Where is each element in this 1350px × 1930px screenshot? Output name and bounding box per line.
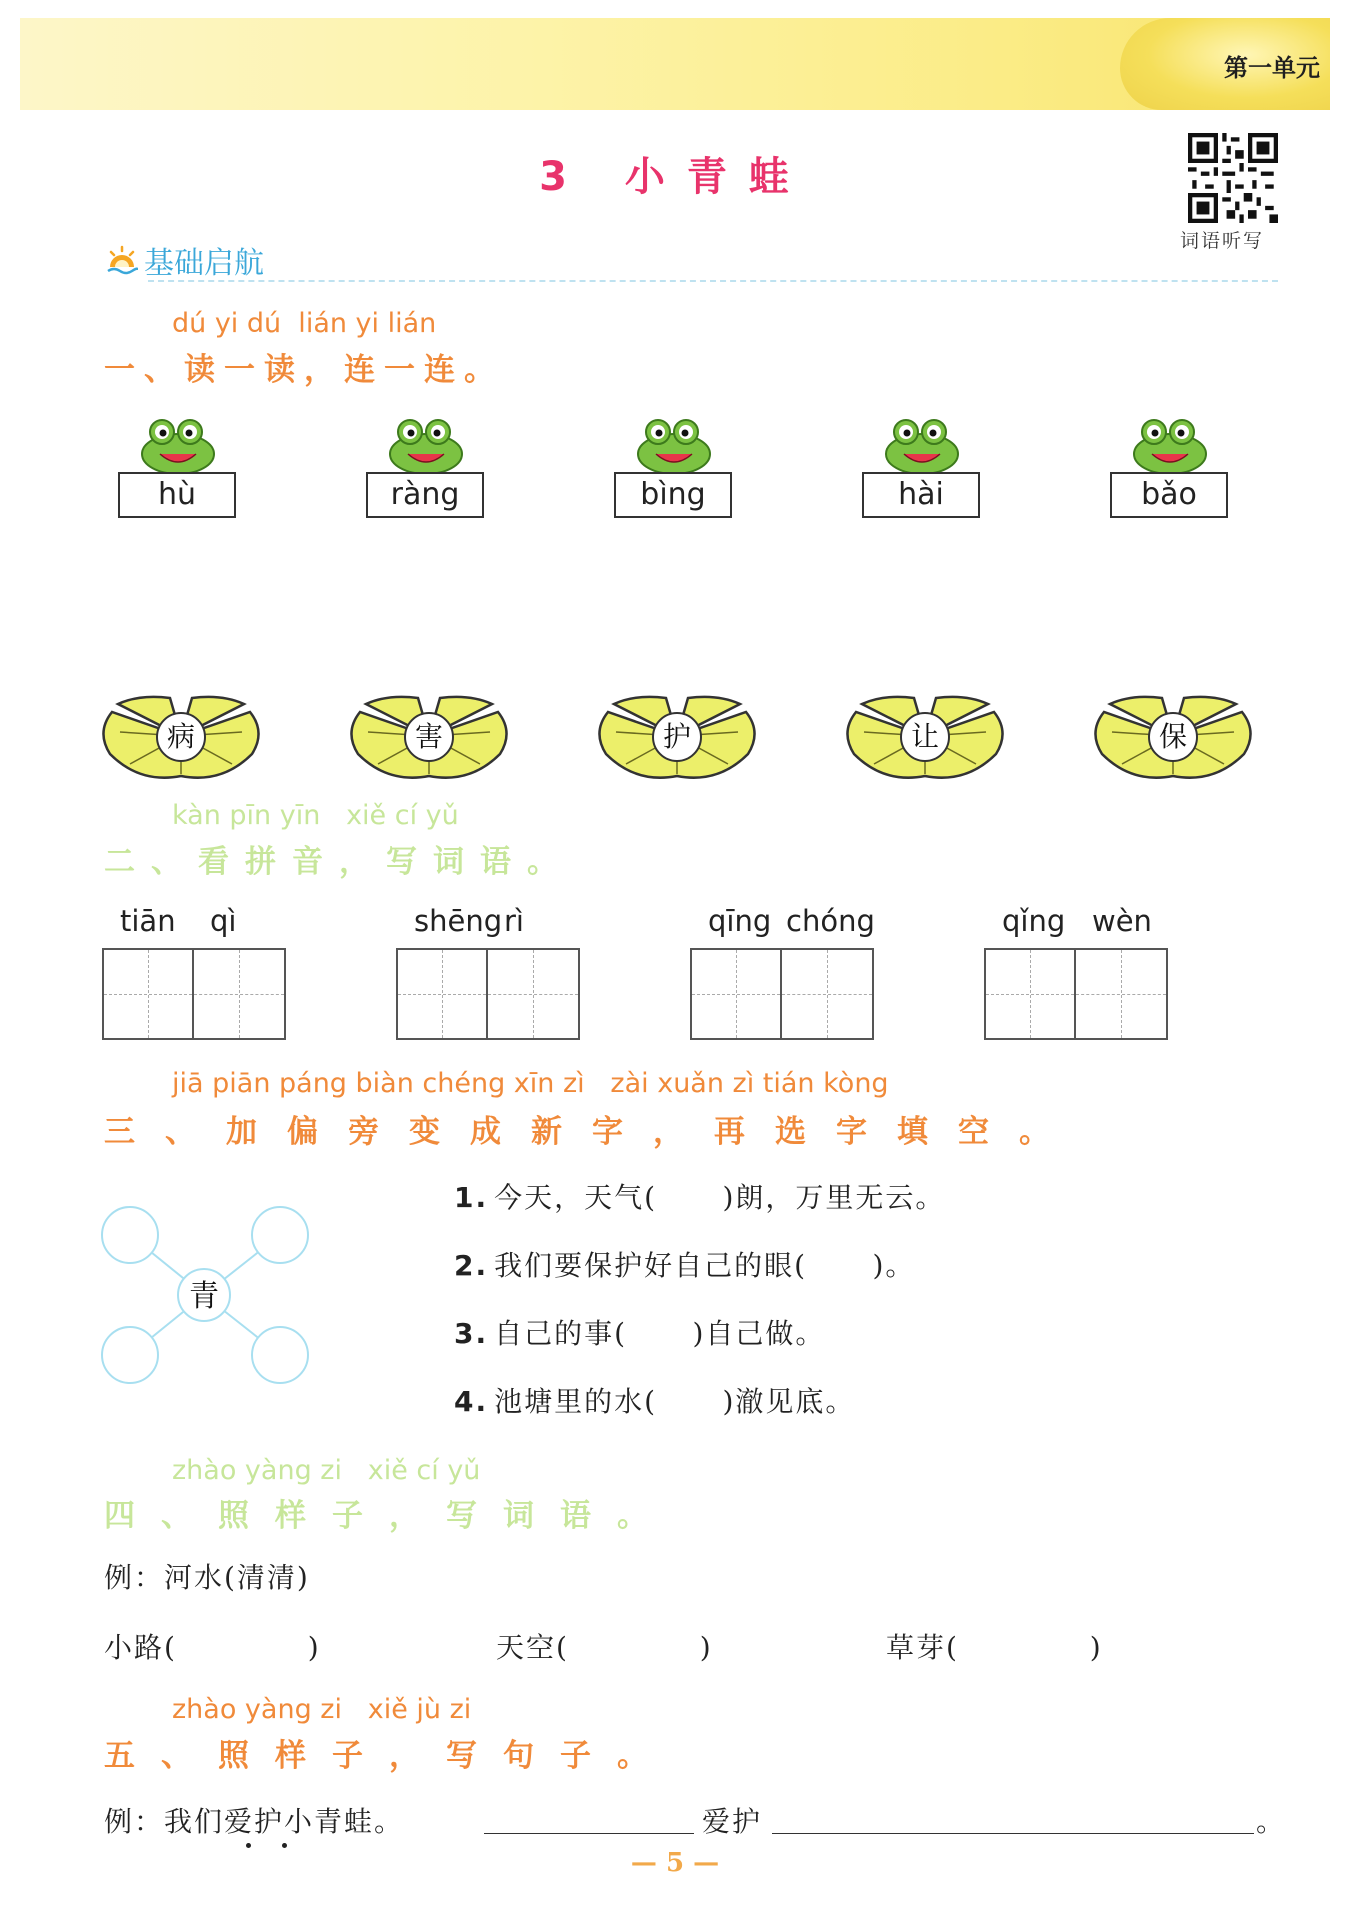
blank-circle [252,1327,308,1383]
pinyin-box: hài [862,472,980,518]
pinyin-syllable: tiān [120,904,176,938]
grid-cell[interactable] [194,950,284,1038]
writing-grid[interactable] [690,948,874,1040]
q4-pinyin: zhào yàng zi xiě cí yǔ [172,1455,481,1486]
q2-pinyin: kàn pīn yīn xiě cí yǔ [172,800,459,831]
radical-star-diagram [100,1205,310,1385]
writing-grid[interactable] [984,948,1168,1040]
pinyin-box: bǎo [1110,472,1228,518]
unit-label: 第一单元 [1224,54,1320,82]
q5-end: 。 [1256,1805,1287,1838]
frog-icon [1130,414,1210,476]
leaf-character: 害 [404,712,454,762]
lotus-leaf-card[interactable] [596,692,758,782]
pinyin-box: hù [118,472,236,518]
qr-caption: 词语听写 [1180,230,1265,252]
section-header [106,238,264,282]
grid-cell[interactable] [782,950,872,1038]
grid-cell[interactable] [488,950,578,1038]
pinyin-syllable: rì [504,904,524,938]
sun-icon [106,245,138,275]
grid-cell[interactable] [986,950,1076,1038]
q4-item-1[interactable]: 小路( ) [104,1631,321,1664]
leaf-character: 病 [156,712,206,762]
q5-pinyin: zhào yàng zi xiě jù zi [172,1694,472,1725]
pinyin-box: ràng [366,472,484,518]
q3-pinyin: jiā piān páng biàn chéng xīn zì zài xuǎn zì tián kòng [172,1068,889,1099]
sentence-number: 4. [454,1385,489,1418]
blank-circle [102,1327,158,1383]
pinyin-syllable: qì [210,904,237,938]
frog-icon [634,414,714,476]
lotus-leaf-card[interactable] [844,692,1006,782]
page-number: — 5 — [630,1848,720,1878]
lotus-leaf-card[interactable] [1092,692,1254,782]
sentence-text: 我们要保护好自己的眼( )。 [494,1249,916,1282]
grid-cell[interactable] [398,950,488,1038]
pinyin-syllable: shēng [414,904,503,938]
sentence-number: 1. [454,1181,489,1214]
frog-pinyin-card[interactable] [1110,414,1230,544]
q4-heading: 四、照样子，写词语。 [104,1498,674,1534]
writing-grid[interactable] [102,948,286,1040]
sentence-text: 自己的事( )自己做。 [494,1317,826,1350]
q5-heading: 五、照样子，写句子。 [104,1738,674,1774]
leaf-character: 护 [652,712,702,762]
leaf-character: 保 [1148,712,1198,762]
frog-icon [138,414,218,476]
q2-heading: 二、看拼音，写词语。 [104,844,574,880]
qr-code-icon[interactable] [1188,133,1278,223]
frog-pinyin-card[interactable] [614,414,734,544]
writing-grid[interactable] [396,948,580,1040]
frog-pinyin-card[interactable] [862,414,982,544]
q5-blank-2[interactable] [772,1832,1254,1834]
sentence-number: 3. [454,1317,489,1350]
section-divider [148,280,1278,282]
pinyin-syllable: qǐng [1002,904,1066,938]
blank-circle [252,1207,308,1263]
q1-heading: 一、读一读，连一连。 [104,352,504,388]
lotus-leaf-card[interactable] [100,692,262,782]
frog-pinyin-card[interactable] [118,414,238,544]
q4-example: 例：河水(清清) [104,1561,310,1594]
frog-icon [386,414,466,476]
fill-blank-sentence[interactable] [454,1312,825,1352]
q1-pinyin: dú yi dú lián yi lián [172,308,437,339]
pinyin-syllable: qīng [708,904,772,938]
fill-blank-sentence[interactable] [454,1176,945,1216]
sentence-text: 今天，天气( )朗，万里无云。 [494,1181,946,1214]
sentence-text: 池塘里的水( )澈见底。 [494,1385,856,1418]
q5-blank-1[interactable] [484,1832,694,1834]
frog-icon [882,414,962,476]
fill-blank-sentence[interactable] [454,1380,855,1420]
q5-example: 例：我们爱护小青蛙。 [104,1805,405,1838]
blank-circle [102,1207,158,1263]
sentence-number: 2. [454,1249,489,1282]
leaf-character: 让 [900,712,950,762]
fill-blank-sentence[interactable] [454,1244,915,1284]
center-char: 青 [189,1279,219,1314]
q3-heading: 三、加偏旁变成新字，再选字填空。 [104,1114,1080,1150]
pinyin-box: bìng [614,472,732,518]
q4-item-2[interactable]: 天空( ) [496,1631,713,1664]
lesson-title: 3 小青蛙 [539,154,811,200]
unit-banner [20,18,1330,110]
section-title: 基础启航 [144,246,264,281]
pinyin-syllable: wèn [1092,904,1152,938]
grid-cell[interactable] [104,950,194,1038]
frog-pinyin-card[interactable] [366,414,486,544]
pinyin-syllable: chóng [786,904,875,938]
q4-item-3[interactable]: 草芽( ) [886,1631,1103,1664]
grid-cell[interactable] [1076,950,1166,1038]
grid-cell[interactable] [692,950,782,1038]
q5-middle: 爱护 [702,1805,763,1838]
lotus-leaf-card[interactable] [348,692,510,782]
